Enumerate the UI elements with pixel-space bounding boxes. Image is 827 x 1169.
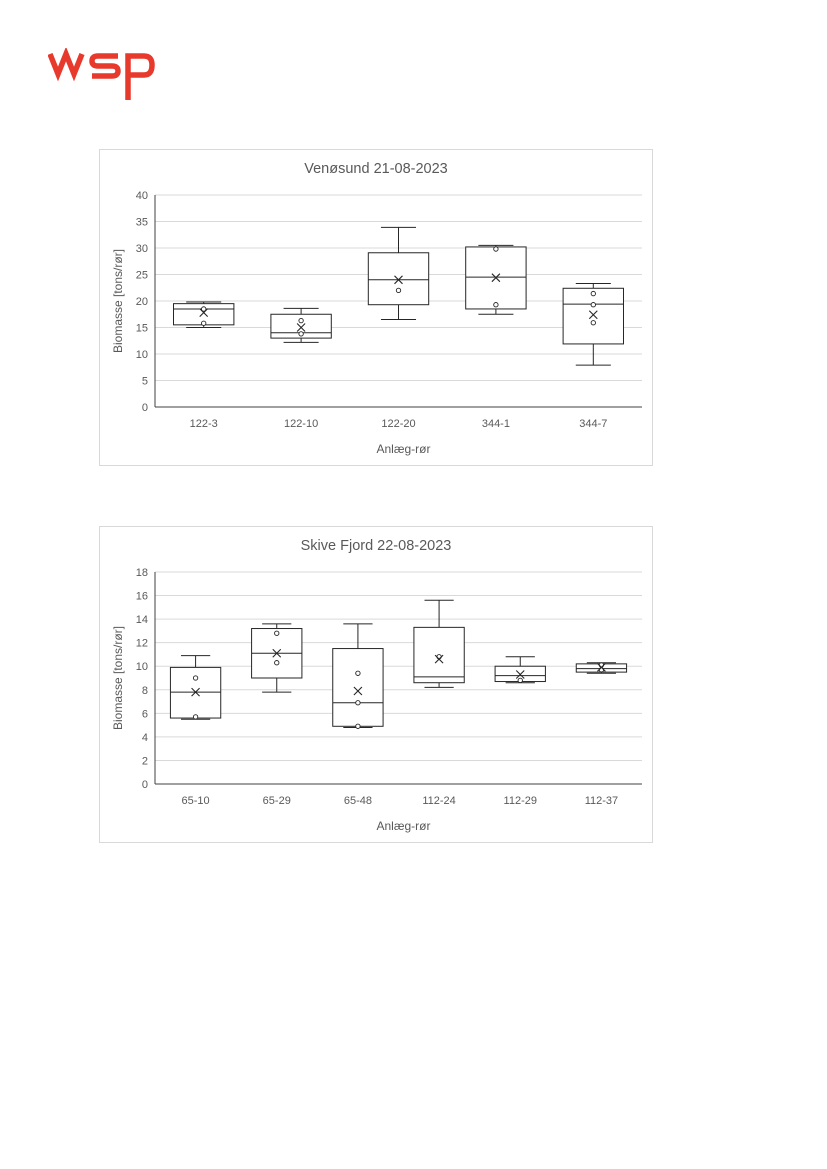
data-point <box>494 303 498 307</box>
data-point <box>299 318 303 322</box>
x-tick-label: 112-29 <box>503 795 537 807</box>
data-point <box>396 288 400 292</box>
data-point <box>591 321 595 325</box>
y-tick-label: 6 <box>141 708 148 721</box>
y-tick-label: 5 <box>141 375 148 388</box>
data-point <box>591 303 595 307</box>
data-point <box>356 724 360 728</box>
x-tick-label: 344-7 <box>579 418 608 430</box>
data-point <box>518 678 522 682</box>
x-tick-label: 122-10 <box>283 418 319 430</box>
data-point <box>193 676 197 680</box>
data-point <box>193 715 197 719</box>
y-tick-label: 18 <box>135 567 148 579</box>
x-axis-label: Anlæg-rør <box>376 442 431 456</box>
y-tick-label: 15 <box>135 322 148 335</box>
box-chart-skive-fjord <box>99 526 653 843</box>
y-tick-label: 16 <box>135 590 148 603</box>
data-point <box>591 291 595 295</box>
x-tick-label: 122-20 <box>381 418 416 430</box>
data-point <box>202 321 206 325</box>
data-point <box>494 247 498 251</box>
x-tick-label: 112-37 <box>584 795 619 807</box>
x-tick-label: 122-3 <box>189 418 218 430</box>
y-tick-label: 8 <box>141 684 148 697</box>
y-tick-label: 30 <box>135 243 148 255</box>
y-axis-label: Biomasse [tons/rør] <box>111 248 125 354</box>
wsp-logo <box>48 48 158 104</box>
x-tick-label: 65-48 <box>343 795 372 807</box>
y-tick-label: 14 <box>135 614 148 627</box>
y-tick-label: 25 <box>135 269 148 282</box>
box <box>368 253 428 305</box>
y-tick-label: 35 <box>135 216 148 229</box>
box-chart-venosund <box>99 149 653 466</box>
x-tick-label: 65-29 <box>262 795 291 807</box>
x-tick-label: 344-1 <box>481 418 510 430</box>
box <box>563 288 623 344</box>
y-tick-label: 10 <box>135 349 148 361</box>
y-tick-label: 2 <box>141 755 148 768</box>
x-tick-label: 112-24 <box>422 795 456 807</box>
data-point <box>299 332 303 336</box>
y-tick-label: 20 <box>135 296 148 308</box>
y-tick-label: 12 <box>135 637 148 650</box>
plot-area <box>100 150 652 465</box>
x-axis-label: Anlæg-rør <box>376 819 431 833</box>
y-tick-label: 40 <box>135 190 148 202</box>
plot-area <box>100 527 652 842</box>
data-point <box>356 671 360 675</box>
data-point <box>275 660 279 664</box>
y-tick-label: 10 <box>135 661 148 674</box>
x-tick-label: 65-10 <box>181 795 210 807</box>
data-point <box>356 701 360 705</box>
data-point <box>275 631 279 635</box>
y-tick-label: 0 <box>141 402 148 414</box>
y-tick-label: 0 <box>141 779 148 791</box>
chart-title: Skive Fjord 22-08-2023 <box>300 538 452 554</box>
y-tick-label: 4 <box>141 731 148 744</box>
chart-title: Venøsund 21-08-2023 <box>304 161 448 177</box>
box <box>333 649 383 727</box>
y-axis-label: Biomasse [tons/rør] <box>111 625 125 731</box>
